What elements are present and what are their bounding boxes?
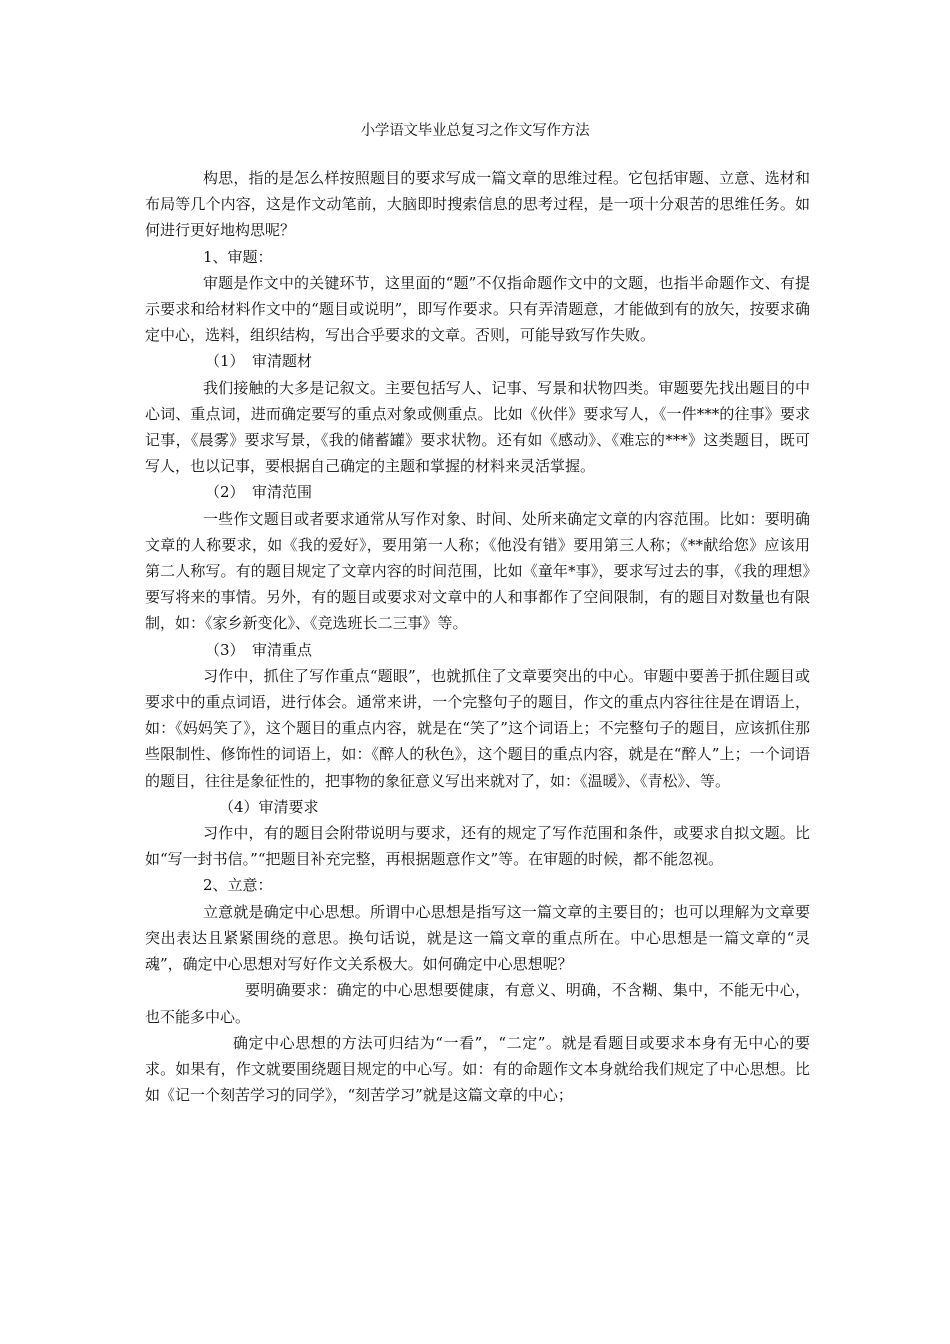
paragraph-fanwei: 一些作文题目或者要求通常从写作对象、时间、处所来确定文章的内容范围。比如：要明确文章的人称要求，如《我的爱好》，要用第一人称；《他没有错》要用第三人称；《**献给您》应该用第二人称写。有的题目规定了文章内容的时间范围，比如《童年*事》，要求写过去的事，《我的理想》要写将来的事情。另外，有的题目或要求对文章中的人和事都作了空间限制，有的题目对数量也有限制，如：《家乡新变化》、《竞选班长二三事》等。 — [145, 509, 810, 633]
document-body — [145, 165, 810, 1108]
subheading-ticai: （1） 审清题材 — [205, 352, 313, 371]
document-title: 小学语文毕业总复习之作文写作方法 — [360, 123, 590, 139]
paragraph-ticai: 我们接触的大多是记叙文。主要包括写人、记事、写景和状物四类。审题要先找出题目的中心词、重点词，进而确定要写的重点对象或侧重点。比如《伙伴》要求写人，《一件***的往事》要求记事，《晨雾》要求写景，《我的储蓄罐》要求状物。还有如《感动》、《难忘的***》这类题目，既可写人，也以记事，要根据自己确定的主题和掌握的材料来灵活掌握。 — [145, 378, 810, 476]
paragraph-intro: 构思，指的是怎么样按照题目的要求写成一篇文章的思维过程。它包括审题、立意、选材和布局等几个内容，这是作文动笔前，大脑即时搜索信息的思考过程，是一项十分艰苦的思维任务。如何进行更好地构思呢？ — [145, 169, 810, 240]
paragraph-fangfa: 确定中心思想的方法可归结为“一看”，“二定”。就是看题目或要求本身有无中心的要求。如果有，作文就要围绕题目规定的中心写。如：有的命题作文本身就给我们规定了中心思想。比如《记一个刻苦学习的同学》，“刻苦学习”就是这篇文章的中心； — [145, 1033, 810, 1105]
section-heading-liyi: 2、立意： — [203, 876, 273, 895]
section-heading-shenti: 1、审题： — [203, 247, 273, 266]
paragraph-shenti: 审题是作文中的关键环节，这里面的“题”不仅指命题作文中的文题，也指半命题作文、有提示要求和给材料作文中的“题目或说明”，即写作要求。只有弄清题意，才能做到有的放矢，按要求确定中心，选料，组织结构，写出合乎要求的文章。否则，可能导致写作失败。 — [145, 273, 810, 345]
paragraph-zhongdian: 习作中，抓住了写作重点“题眼”，也就抓住了文章要突出的中心。审题中要善于抓住题目或要求中的重点词语，进行体会。通常来讲，一个完整句子的题目，作文的重点内容往往是在谓语上，如：《妈妈笑了》，这个题目的重点内容，就是在“笑了”这个词语上；不完整句子的题目，应该抓住那些限制性、修饰性的词语上，如：《醉人的秋色》，这个题目的重点内容，就是在“醉人”上；一个词语的题目，往往是象征性的，把事物的象征意义写出来就对了，如：《温暖》、《青松》、等。 — [145, 666, 810, 790]
paragraph-liyi: 立意就是确定中心思想。所谓中心思想是指写这一篇文章的主要目的；也可以理解为文章要突出表达且紧紧围绕的意思。换句话说，就是这一篇文章的重点所在。中心思想是一篇文章的“灵魂”，确定中心思想对写好作文关系极大。如何确定中心思想呢？ — [145, 902, 810, 974]
paragraph-yaoqiu: 习作中，有的题目会附带说明与要求，还有的规定了写作范围和条件，或要求自拟文题。比如“写一封书信。”“把题目补充完整，再根据题意作文”等。在审题的时候，都不能忽视。 — [145, 824, 810, 869]
subheading-fanwei: （2） 审清范围 — [205, 483, 313, 502]
subheading-yaoqiu: （4）审清要求 — [219, 797, 319, 816]
paragraph-mingque-yaoqiu: 要明确要求：确定的中心思想要健康，有意义、明确，不含糊、集中，不能无中心，也不能多中心。 — [145, 981, 810, 1026]
subheading-zhongdian: （3） 审清重点 — [205, 640, 313, 659]
